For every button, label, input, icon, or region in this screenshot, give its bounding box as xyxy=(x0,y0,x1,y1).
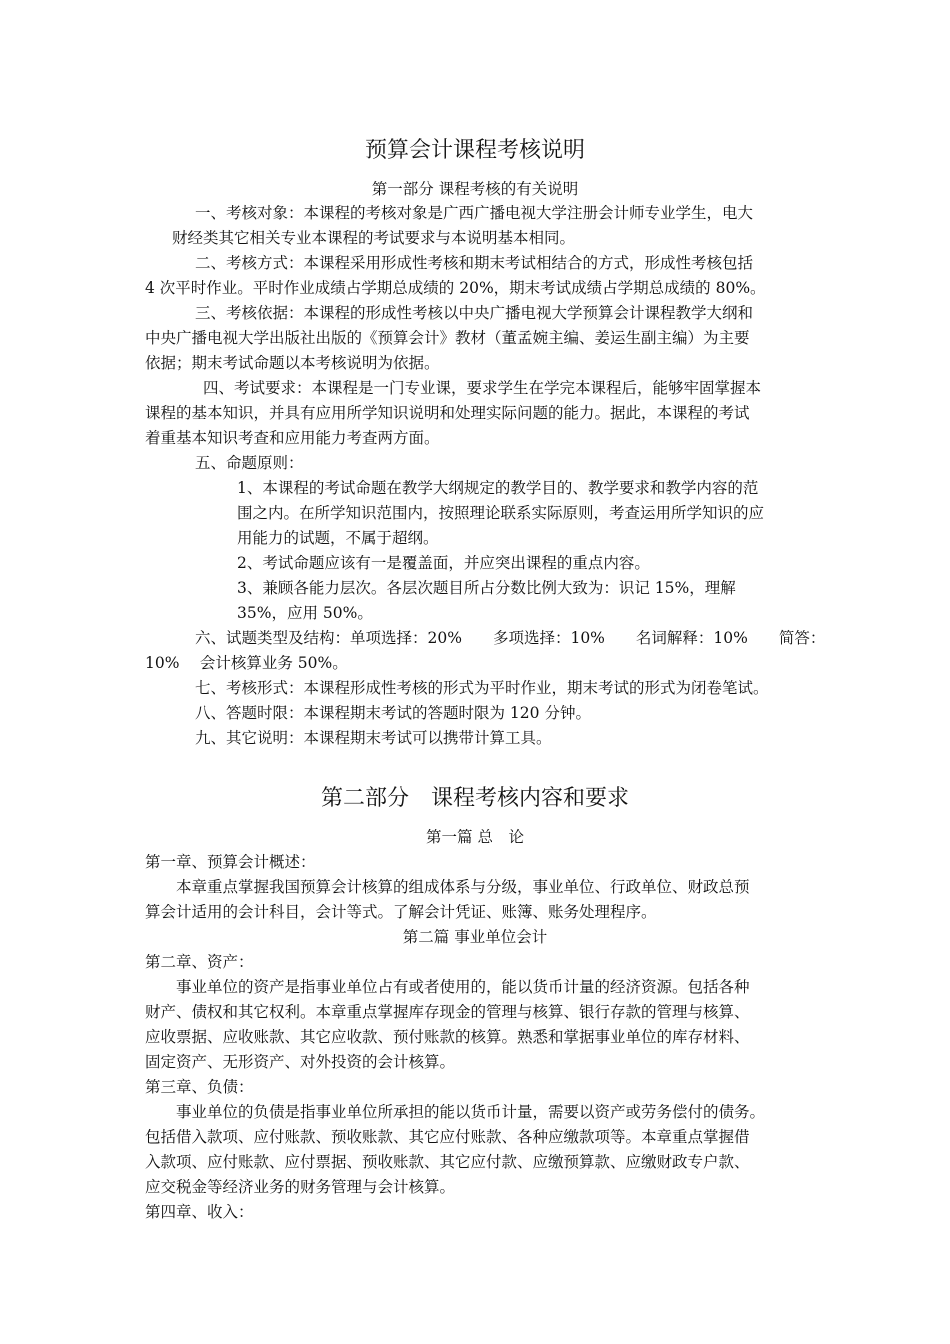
part1-line: 五、命题原则： xyxy=(195,454,304,472)
part1-line: 三、考核依据：本课程的形成性考核以中央广播电视大学预算会计课程教学大纲和 xyxy=(195,304,754,322)
part1-line: 四、考试要求：本课程是一门专业课，要求学生在学完本课程后，能够牢固掌握本 xyxy=(203,379,762,397)
chapter-title: 第二章、资产： xyxy=(145,953,254,971)
part1-line: 10% 会计核算业务 50%。 xyxy=(145,654,348,672)
chapter-line: 固定资产、无形资产、对外投资的会计核算。 xyxy=(145,1053,456,1071)
chapter-title: 第一章、预算会计概述： xyxy=(145,853,316,871)
chapter-line: 本章重点掌握我国预算会计核算的组成体系与分级，事业单位、行政单位、财政总预 xyxy=(176,878,750,896)
chapter-line: 包括借入款项、应付账款、预收账款、其它应付账款、各种应缴款项等。本章重点掌握借 xyxy=(145,1128,750,1146)
chapter-title: 第三章、负债： xyxy=(145,1078,254,1096)
chapter-line: 应交税金等经济业务的财务管理与会计核算。 xyxy=(145,1178,456,1196)
part1-heading: 第一部分 课程考核的有关说明 xyxy=(371,180,579,198)
part1-line: 1、本课程的考试命题在教学大纲规定的教学目的、教学要求和教学内容的范 xyxy=(237,479,759,497)
part1-line: 着重基本知识考查和应用能力考查两方面。 xyxy=(145,429,440,447)
chapter-line: 算会计适用的会计科目，会计等式。了解会计凭证、账簿、账务处理程序。 xyxy=(145,903,657,921)
part2-heading: 第二部分 课程考核内容和要求 xyxy=(320,786,629,811)
part1-line: 围之内。在所学知识范围内，按照理论联系实际原则，考查运用所学知识的应 xyxy=(237,504,765,522)
part1-line: 财经类其它相关专业本课程的考试要求与本说明基本相同。 xyxy=(172,229,576,247)
part1-line: 一、考核对象：本课程的考核对象是广西广播电视大学注册会计师专业学生，电大 xyxy=(195,204,754,222)
part1-line: 七、考核形式：本课程形成性考核的形式为平时作业，期末考试的形式为闭卷笔试。 xyxy=(195,679,769,697)
chapter-line: 财产、债权和其它权利。本章重点掌握库存现金的管理与核算、银行存款的管理与核算、 xyxy=(145,1003,750,1021)
part1-line: 二、考核方式：本课程采用形成性考核和期末考试相结合的方式，形成性考核包括 xyxy=(195,254,754,272)
part1-line: 35%，应用 50%。 xyxy=(237,604,373,622)
part1-line: 3、兼顾各能力层次。各层次题目所占分数比例大致为：识记 15%，理解 xyxy=(237,579,736,597)
part1-line: 课程的基本知识，并具有应用所学知识说明和处理实际问题的能力。据此，本课程的考试 xyxy=(145,404,750,422)
document-title: 预算会计课程考核说明 xyxy=(364,138,585,163)
part1-line: 4 次平时作业。平时作业成绩占学期总成绩的 20%，期末考试成绩占学期总成绩的 80%。 xyxy=(145,279,766,297)
chapter-line: 事业单位的资产是指事业单位占有或者使用的，能以货币计量的经济资源。包括各种 xyxy=(176,978,750,996)
chapter-title: 第四章、收入： xyxy=(145,1203,254,1221)
section-heading: 第二篇 事业单位会计 xyxy=(402,928,548,946)
section-heading: 第一篇 总 论 xyxy=(426,828,524,846)
part1-line: 用能力的试题，不属于超纲。 xyxy=(237,529,439,547)
part1-line: 九、其它说明：本课程期末考试可以携带计算工具。 xyxy=(195,729,552,747)
part1-line: 依据；期末考试命题以本考核说明为依据。 xyxy=(145,354,440,372)
part1-line: 八、答题时限：本课程期末考试的答题时限为 120 分钟。 xyxy=(195,704,591,722)
part1-line: 2、考试命题应该有一是覆盖面，并应突出课程的重点内容。 xyxy=(237,554,650,572)
part1-line: 六、试题类型及结构：单项选择：20% 多项选择：10% 名词解释：10% 简答： xyxy=(195,629,826,647)
chapter-line: 事业单位的负债是指事业单位所承担的能以货币计量，需要以资产或劳务偿付的债务。 xyxy=(176,1103,766,1121)
part1-line: 中央广播电视大学出版社出版的《预算会计》教材（董孟婉主编、姜运生副主编）为主要 xyxy=(145,329,750,347)
chapter-line: 应收票据、应收账款、其它应收款、预付账款的核算。熟悉和掌据事业单位的库存材料、 xyxy=(145,1028,750,1046)
chapter-line: 入款项、应付账款、应付票据、预收账款、其它应付款、应缴预算款、应缴财政专户款、 xyxy=(145,1153,750,1171)
